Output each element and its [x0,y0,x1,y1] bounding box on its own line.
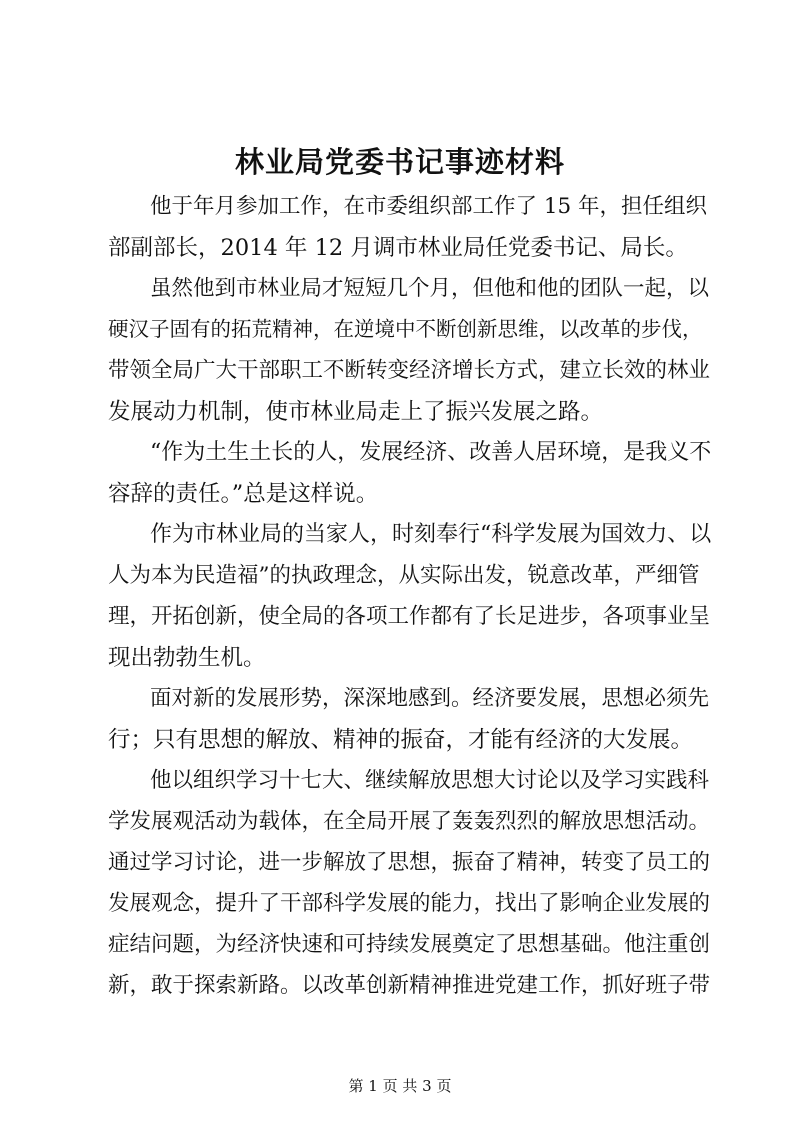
body-line: 面对新的发展形势，深深地感到。经济要发展，思想必须先 [150,686,710,711]
body-line: 行；只有思想的解放、精神的振奋，才能有经济的大发展。 [108,727,694,753]
body-line: 容辞的责任。”总是这样说。 [108,481,379,507]
body-line: 人为本为民造福”的执政理念，从实际出发，锐意改革，严细管 [108,563,700,588]
body-line: 理，开拓创新，使全局的各项工作都有了长足进步，各项事业呈 [108,604,711,629]
body-line: 作为市林业局的当家人，时刻奉行“科学发展为国效力、以 [150,522,712,547]
body-line: 他以组织学习十七大、继续解放思想大讨论以及学习实践科 [150,768,710,793]
body-line: 新，敢于探索新路。以改革创新精神推进党建工作，抓好班子带 [108,973,711,998]
body-line: 通过学习讨论，进一步解放了思想，振奋了精神，转变了员工的 [108,850,711,875]
document-title: 林业局党委书记事迹材料 [234,145,565,179]
body-line: 他于年月参加工作，在市委组织部工作了 15 年，担任组织 [150,194,708,219]
body-line: 发展观念，提升了干部科学发展的能力，找出了影响企业发展的 [108,891,711,916]
body-line: 发展动力机制，使市林业局走上了振兴发展之路。 [108,399,604,425]
body-line: “作为土生土长的人，发展经济、改善人居环境，是我义不 [150,440,712,465]
page-footer: 第 1 页 共 3 页 [348,1077,452,1095]
body-line: 虽然他到市林业局才短短几个月，但他和他的团队一起，以 [150,276,710,301]
body-line: 学发展观活动为载体，在全局开展了轰轰烈烈的解放思想活动。 [108,809,711,834]
body-line: 现出勃勃生机。 [108,645,266,671]
body-line: 硬汉子固有的拓荒精神，在逆境中不断创新思维，以改革的步伐， [108,317,703,341]
body-line: 带领全局广大干部职工不断转变经济增长方式，建立长效的林业 [108,358,711,383]
body-line: 症结问题，为经济快速和可持续发展奠定了思想基础。他注重创 [108,932,711,957]
body-line: 部副部长，2014 年 12 月调市林业局任党委书记、局长。 [108,235,688,261]
